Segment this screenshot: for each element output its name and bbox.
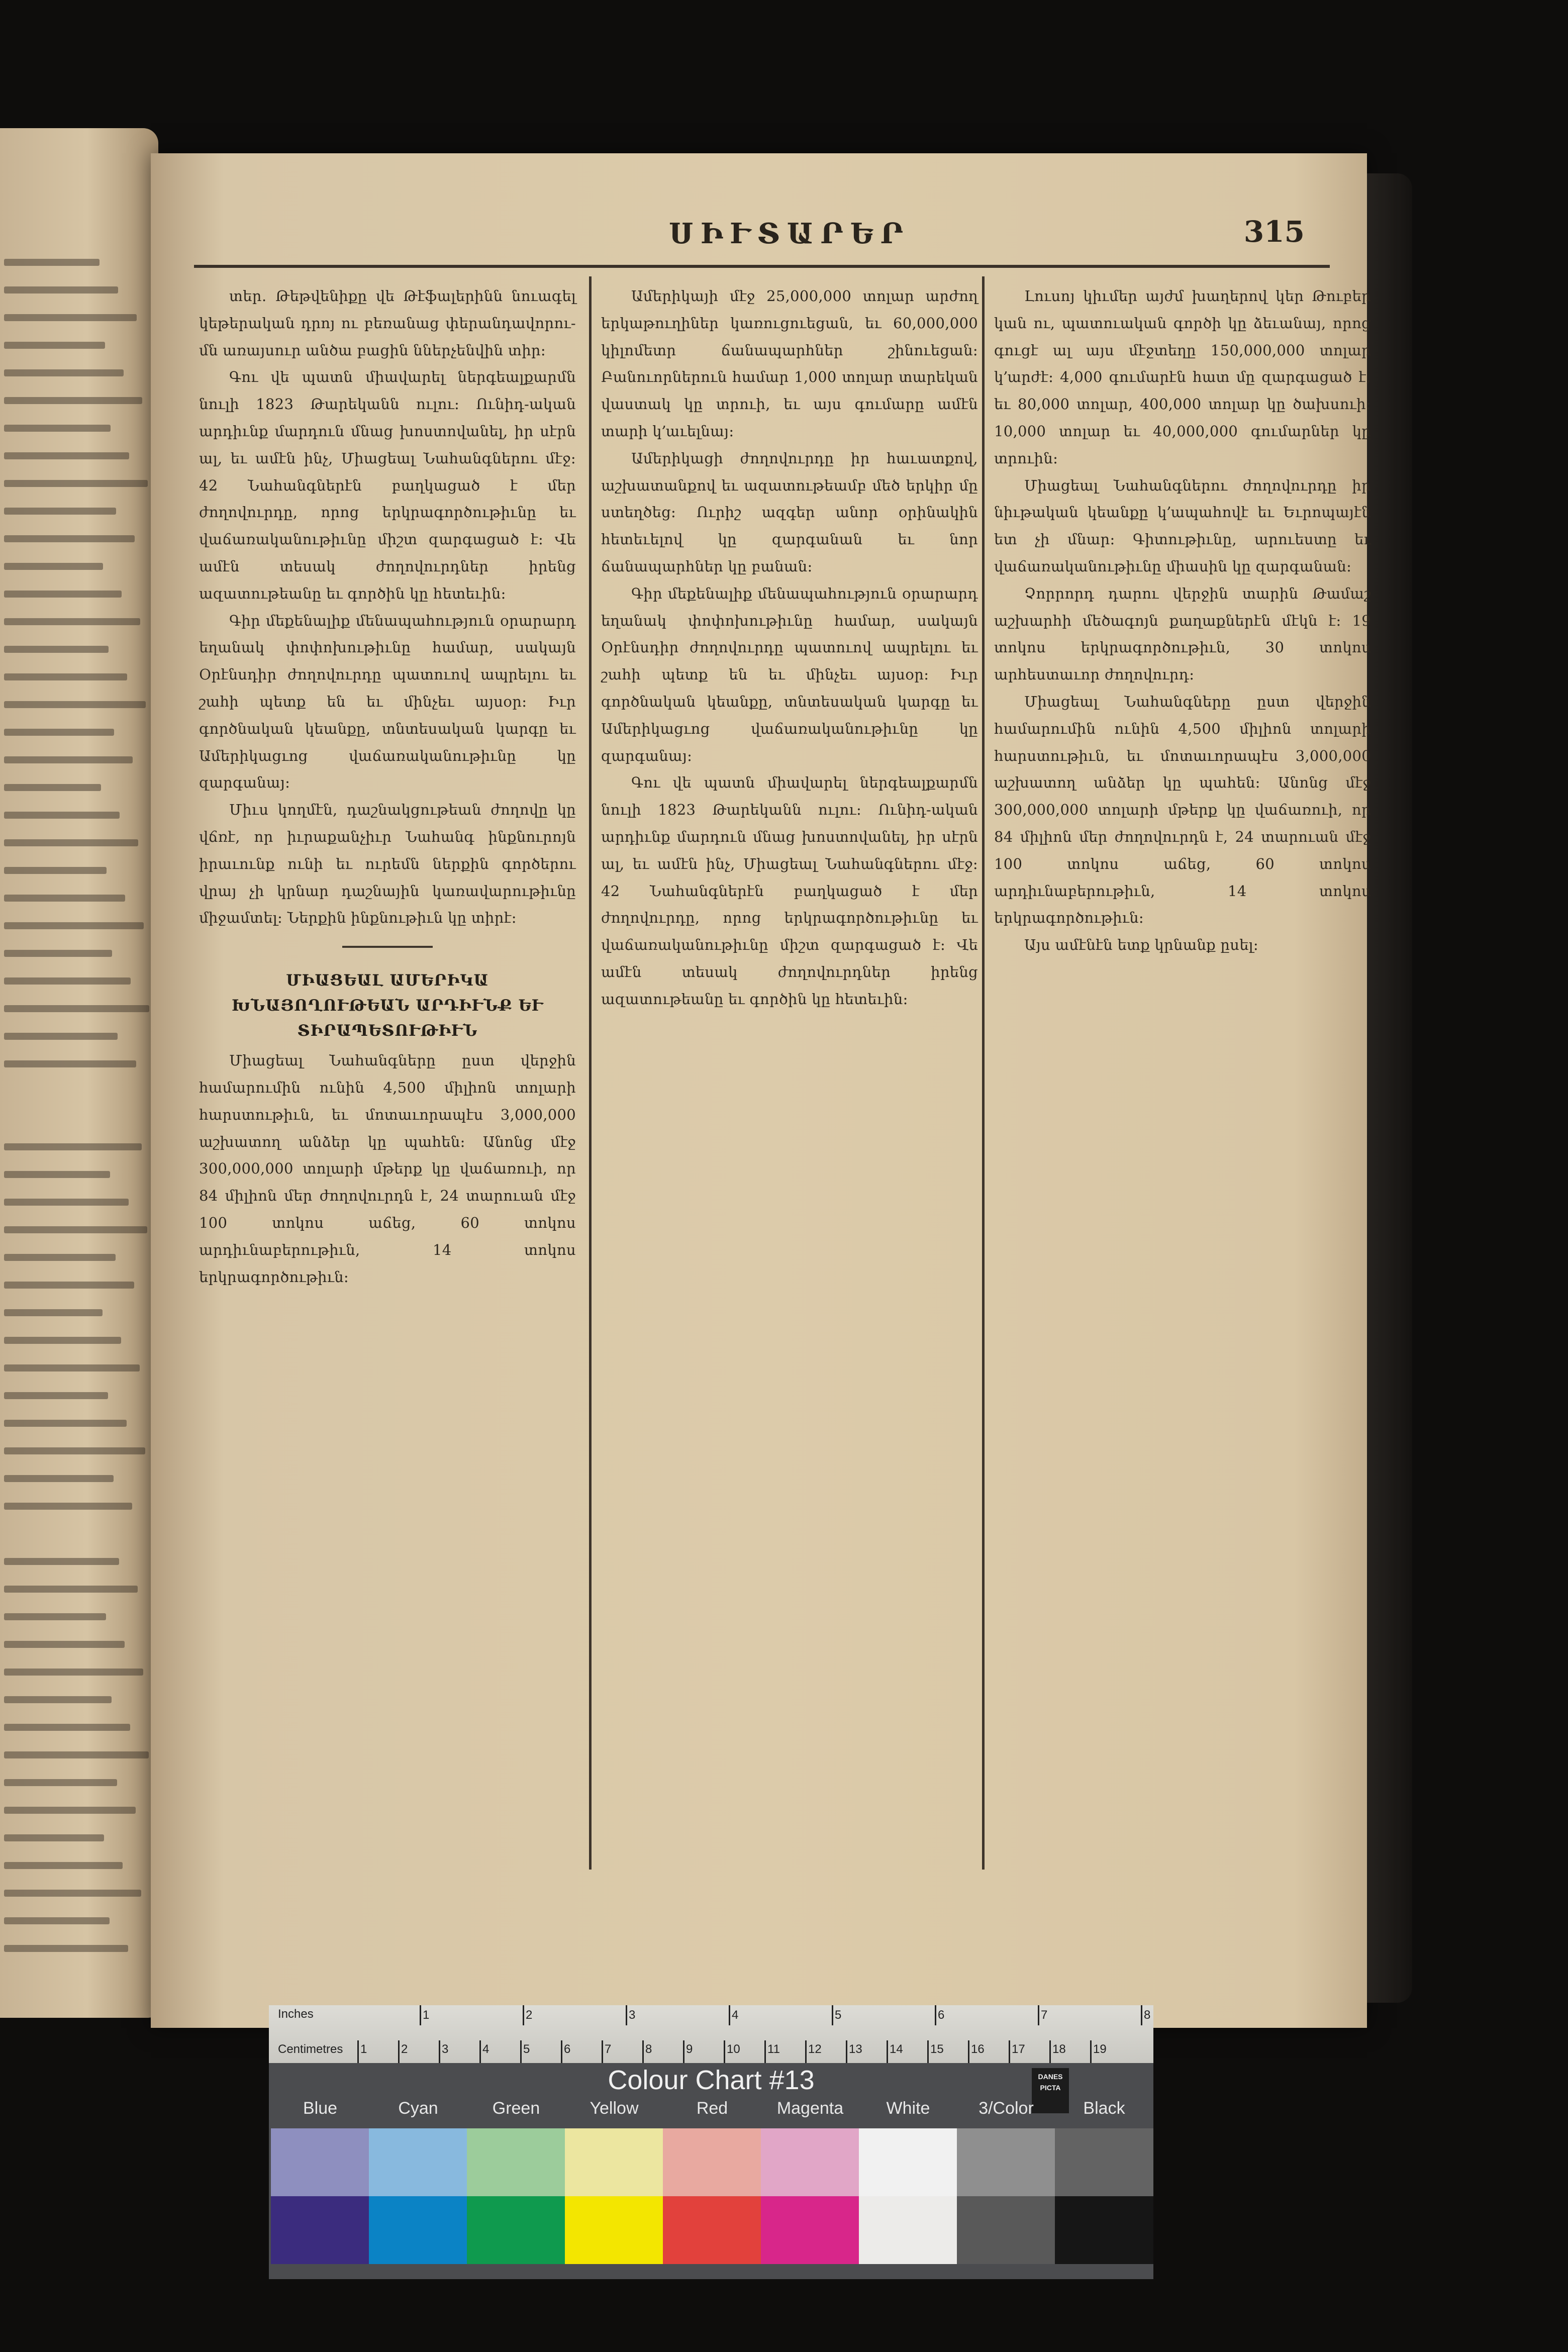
swatch-solid bbox=[859, 2196, 957, 2264]
cm-tick bbox=[1009, 2040, 1010, 2063]
swatch-label: Magenta bbox=[776, 2099, 844, 2118]
brand-logo: DANES PICTA bbox=[1032, 2068, 1069, 2113]
facing-page-text-line bbox=[4, 286, 118, 293]
facing-page-text-line bbox=[4, 480, 148, 487]
paragraph: Լուսոյ կիւմեր այժմ խաղերով կեր Թուբեր կան ու, պատուական գործի կը ձեւանայ, որոց գուցէ ալ այս մէջտեղը 150,000,000 տոլար կ՚արժէ։ 4,000 գումարէն հատ մը զարգացած է, եւ 80,000 տոլար, 400,000 տոլար կը ծախսուի։ 10,000 տոլար եւ 40,000,000 գումարներ կը տրուին։ bbox=[994, 287, 1371, 467]
paragraph: Ամերիկայի մէջ 25,000,000 տոլար արժող երկաթուղիներ կառուցուեցան, եւ 60,000,000 կիլոմետր ճանապարհներ շինուեցան։ Բանուորներուն համար 1,000 տոլար տարեկան վաստակ կը տրուի, եւ այս գումարը ամէն տարի կ՚աւելնայ։ bbox=[601, 287, 978, 440]
swatch-label: Blue bbox=[303, 2099, 338, 2118]
inch-tick bbox=[935, 2005, 936, 2025]
facing-page-text-line bbox=[4, 1613, 106, 1620]
cm-tick-label: 15 bbox=[930, 2042, 944, 2056]
cm-tick bbox=[398, 2040, 400, 2063]
facing-page-text-line bbox=[4, 1199, 129, 1206]
facing-page-text-line bbox=[4, 950, 112, 957]
facing-page-text-line bbox=[4, 1226, 147, 1233]
cm-tick bbox=[1049, 2040, 1051, 2063]
facing-page-text-line bbox=[4, 1364, 140, 1371]
swatch-label: Yellow bbox=[590, 2099, 639, 2118]
inch-tick bbox=[1038, 2005, 1039, 2025]
cm-tick bbox=[561, 2040, 562, 2063]
facing-page-text-line bbox=[4, 1586, 138, 1593]
cm-tick bbox=[1090, 2040, 1092, 2063]
swatch-tint bbox=[369, 2128, 467, 2196]
swatch-tint bbox=[565, 2128, 663, 2196]
inch-tick bbox=[729, 2005, 730, 2025]
facing-page-text-line bbox=[4, 535, 135, 542]
swatch-label: White bbox=[886, 2099, 930, 2118]
swatch-solid bbox=[957, 2196, 1055, 2264]
cm-tick bbox=[520, 2040, 522, 2063]
text-column-1 bbox=[199, 283, 576, 1291]
inch-tick-label: 8 bbox=[1144, 2008, 1151, 2022]
cm-tick-label: 8 bbox=[645, 2042, 652, 2056]
chart-title: Colour Chart #13 bbox=[608, 2065, 815, 2095]
facing-page-text-line bbox=[4, 867, 107, 874]
header-rule bbox=[194, 265, 1330, 268]
facing-page-text-line bbox=[4, 397, 142, 404]
cm-tick-label: 12 bbox=[808, 2042, 822, 2056]
cm-tick-label: 6 bbox=[564, 2042, 571, 2056]
facing-page-text-line bbox=[4, 1503, 132, 1510]
cm-tick bbox=[439, 2040, 440, 2063]
facing-page-text-line bbox=[4, 922, 144, 929]
section-heading bbox=[199, 968, 576, 1043]
facing-page-text-line bbox=[4, 1807, 136, 1814]
facing-page-text-line bbox=[4, 729, 114, 736]
inch-tick-label: 3 bbox=[629, 2008, 636, 2022]
facing-page-text-line bbox=[4, 895, 125, 902]
facing-page-text-line bbox=[4, 1392, 108, 1399]
facing-page-text-line bbox=[4, 1696, 112, 1703]
facing-page-text-line bbox=[4, 1420, 127, 1427]
facing-page-text-line bbox=[4, 1862, 123, 1869]
inch-tick bbox=[1141, 2005, 1142, 2025]
swatch-solid bbox=[1055, 2196, 1153, 2264]
cm-tick-label: 5 bbox=[523, 2042, 530, 2056]
cm-tick-label: 4 bbox=[482, 2042, 489, 2056]
facing-page-text-line bbox=[4, 1669, 143, 1676]
facing-page-text-line bbox=[4, 452, 129, 459]
cm-tick bbox=[927, 2040, 929, 2063]
inch-tick-label: 5 bbox=[835, 2008, 842, 2022]
facing-page-text-line bbox=[4, 646, 109, 653]
facing-page-text-line bbox=[4, 563, 103, 570]
section-heading-line: ԽՆԱՅՈՂՈՒԹԵԱՆ ԱՐԴԻՒՆՔ ԵՒ ՏԻՐԱՊԵՏՈՒԹԻՒՆ bbox=[232, 997, 543, 1040]
facing-page-text-line bbox=[4, 259, 100, 266]
swatch-solid bbox=[761, 2196, 859, 2264]
facing-page-text-line bbox=[4, 1834, 104, 1841]
facing-page-text-line bbox=[4, 1254, 116, 1261]
paragraph: Գու վե պատն միավարել ներգեալքարմն նուլի 1823 Թարեկանն ուլու։ Ունիդ-ական արդիւնք մարդուն մնաց խոստովանել, իր սէրն ալ, եւ ամէն ինչ, Միացեալ Նահանգներու մէջ։ 42 Նահանգներէն բաղկացած է մեր ժողովուրդը, որոց երկրագործութիւնը եւ վաճառականութիւնը միշտ զարգացած է։ Վե ամէն տեսակ ժողովուրդներ իրենց ազատութեանը եւ գործին կը հետեւին։ bbox=[199, 368, 576, 602]
facing-page-text-line bbox=[4, 342, 105, 349]
swatch-label: Cyan bbox=[398, 2099, 438, 2118]
facing-page-text-line bbox=[4, 591, 122, 598]
paragraph: Ամերիկացի ժողովուրդը իր հաւատքով, աշխատանքով եւ ազատութեամբ մեծ երկիր մը ստեղծեց։ Ուրիշ ազգեր անոր օրինակին հետեւելով կը զարգանան եւ նոր ճանապարհներ կը բանան։ bbox=[601, 449, 978, 575]
cm-tick bbox=[642, 2040, 644, 2063]
inch-tick bbox=[626, 2005, 627, 2025]
section-heading-line: ՄԻԱՑԵԱԼ ԱՄԵՐԻԿԱ bbox=[286, 971, 489, 990]
cm-tick bbox=[887, 2040, 888, 2063]
swatch-solid bbox=[271, 2196, 369, 2264]
cm-tick bbox=[764, 2040, 766, 2063]
cm-tick bbox=[602, 2040, 603, 2063]
facing-page-text-line bbox=[4, 1475, 114, 1482]
paragraph: Այս ամէնէն ետք կրնանք ըսել։ bbox=[1024, 936, 1259, 954]
facing-page-text-line bbox=[4, 812, 120, 819]
cm-tick-label: 14 bbox=[890, 2042, 903, 2056]
facing-page-text-line bbox=[4, 784, 101, 791]
paragraph: Գիր մեքենալիք մենապահություն օրարարդ եղանակ փոփոխութիւնը համար, սակայն Օրէնսդիր ժողովուրդը պատուով ապրելու եւ շահի պետք են եւ մինչեւ այսօր։ Իւր գործնական կեանքը, տնտեսական կարգը եւ Ամերիկացւոց վաճառականութիւնը կը զարգանայ։ bbox=[199, 612, 576, 792]
inch-tick bbox=[832, 2005, 833, 2025]
centimetres-label: Centimetres bbox=[278, 2042, 343, 2056]
cm-tick bbox=[683, 2040, 684, 2063]
cm-tick-label: 11 bbox=[767, 2042, 780, 2056]
cm-tick-label: 18 bbox=[1052, 2042, 1066, 2056]
cm-tick-label: 3 bbox=[442, 2042, 449, 2056]
swatch-tint bbox=[1055, 2128, 1153, 2196]
cm-tick-label: 17 bbox=[1012, 2042, 1025, 2056]
inches-label: Inches bbox=[278, 2007, 314, 2021]
paragraph: Չորրորդ դարու վերջին տարին Թամաշ աշխարհի մեծագոյն քաղաքներէն մէկն է։ 19 տոկոս երկրագործութիւն, 30 տոկոս արհեստաւոր ժողովուրդ։ bbox=[994, 584, 1371, 683]
paragraph: Գիր մեքենալիք մենապահություն օրարարդ եղանակ փոփոխութիւնը համար, սակայն Օրէնսդիր ժողովուրդը պատուով ապրելու եւ շահի պետք են եւ մինչեւ այսօր։ Իւր գործնական կեանքը, տնտեսական կարգը եւ Ամերիկացւոց վաճառականութիւնը կը զարգանայ։ bbox=[601, 584, 978, 764]
cm-tick-label: 19 bbox=[1093, 2042, 1107, 2056]
paragraph: տեր․ Թեթվենիքը վե Թէֆալերինն նուագել կեթերական դրոյ ու բեռանաց փերանդավորու-մն առայսուր անծա բացին ններչենվին տիր։ bbox=[199, 287, 576, 359]
cm-tick-label: 16 bbox=[971, 2042, 985, 2056]
cm-tick-label: 10 bbox=[727, 2042, 740, 2056]
swatch-label: Green bbox=[492, 2099, 540, 2118]
inch-tick-label: 2 bbox=[526, 2008, 533, 2022]
inch-tick-label: 6 bbox=[938, 2008, 945, 2022]
swatch-tint bbox=[663, 2128, 761, 2196]
facing-page-text-line bbox=[4, 701, 146, 708]
paragraph: Միացեալ Նահանգները ըստ վերջին համարումին ունին 4,500 միլիոն տոլարի հարստութիւն, եւ մոտաւորապէս 3,000,000 աշխատող անձեր կը պահեն։ Անոնց մէջ 300,000,000 տոլարի մթերք կը վաճառուի, որ 84 միլիոն մեր ժողովուրդն է, 24 տարուան մէջ 100 տոկոս աճեց, 60 տոկոս արդիւնաբերութիւն, 14 տոկոս երկրագործութիւն։ bbox=[199, 1052, 576, 1286]
inch-tick bbox=[523, 2005, 524, 2025]
swatch-tint bbox=[859, 2128, 957, 2196]
swatch-solid bbox=[565, 2196, 663, 2264]
column-divider bbox=[589, 276, 592, 1870]
facing-page-text-line bbox=[4, 1724, 130, 1731]
swatch-label: 3/Color bbox=[978, 2099, 1034, 2118]
facing-page-text-line bbox=[4, 425, 111, 432]
facing-page-text-line bbox=[4, 618, 140, 625]
facing-page-text-line bbox=[4, 673, 127, 680]
text-column-3 bbox=[994, 283, 1371, 959]
cm-tick-label: 7 bbox=[605, 2042, 612, 2056]
cm-tick-label: 9 bbox=[686, 2042, 693, 2056]
inch-tick-label: 1 bbox=[423, 2008, 430, 2022]
inch-tick-label: 7 bbox=[1041, 2008, 1048, 2022]
page-number: 315 bbox=[1243, 215, 1305, 249]
inch-tick bbox=[420, 2005, 421, 2025]
cm-tick-label: 13 bbox=[849, 2042, 862, 2056]
cm-tick bbox=[846, 2040, 847, 2063]
facing-page-text-line bbox=[4, 1447, 145, 1454]
facing-page-text-line bbox=[4, 1917, 110, 1924]
facing-page-text-line bbox=[4, 839, 138, 846]
text-column-2 bbox=[601, 283, 978, 1013]
paragraph: Միացեալ Նահանգները ըստ վերջին համարումին ունին 4,500 միլիոն տոլարի հարստութիւն, եւ մոտաւորապէս 3,000,000 աշխատող անձեր կը պահեն։ Անոնց մէջ 300,000,000 տոլարի մթերք կը վաճառուի, որ 84 միլիոն մեր ժողովուրդն է, 24 տարուան մէջ 100 տոկոս աճեց, 60 տոկոս արդիւնաբերութիւն, 14 տոկոս երկրագործութիւն։ bbox=[994, 693, 1371, 927]
facing-page-text-line bbox=[4, 1309, 103, 1316]
facing-page-text-line bbox=[4, 1779, 117, 1786]
facing-page-text-line bbox=[4, 977, 131, 985]
paragraph: Միացեալ Նահանգներու ժողովուրդը իր նիւթական կեանքը կ՚ապահովէ եւ Եւրոպայէն ետ չի մնար։ Գիտութիւնը, արուեստը եւ վաճառականութիւնը միասին կը զարգանան։ bbox=[994, 476, 1371, 575]
cm-tick bbox=[357, 2040, 359, 2063]
facing-page-text-line bbox=[4, 1558, 119, 1565]
facing-page-text-line bbox=[4, 1060, 136, 1067]
column-divider bbox=[982, 276, 985, 1870]
swatch-solid bbox=[467, 2196, 565, 2264]
facing-page-text-line bbox=[4, 369, 124, 376]
cm-tick bbox=[968, 2040, 969, 2063]
cm-tick bbox=[724, 2040, 725, 2063]
facing-page-text-line bbox=[4, 1751, 149, 1758]
facing-page-text-line bbox=[4, 1171, 110, 1178]
swatch-tint bbox=[271, 2128, 369, 2196]
facing-page-text-line bbox=[4, 1005, 149, 1012]
measurement-ruler bbox=[269, 2005, 1153, 2063]
facing-page-text-line bbox=[4, 508, 116, 515]
paragraph: Գու վե պատն միավարել ներգեալքարմն նուլի 1823 Թարեկանն ուլու։ Ունիդ-ական արդիւնք մարդուն մնաց խոստովանել, իր սէրն ալ, եւ ամէն ինչ, Միացեալ Նահանգներու մէջ։ 42 Նահանգներէն բաղկացած է մեր ժողովուրդը, որոց երկրագործութիւնը եւ վաճառականութիւնը միշտ զարգացած է։ Վե ամէն տեսակ ժողովուրդներ իրենց ազատութեանը եւ գործին կը հետեւին։ bbox=[601, 774, 978, 1008]
colour-calibration-chart bbox=[269, 2005, 1153, 2279]
facing-page-text-line bbox=[4, 314, 137, 321]
facing-page-text-line bbox=[4, 1945, 128, 1952]
swatch-label: Red bbox=[696, 2099, 728, 2118]
facing-page-text-line bbox=[4, 1033, 118, 1040]
facing-page-text-line bbox=[4, 1337, 121, 1344]
facing-page-text-line bbox=[4, 1282, 134, 1289]
inch-tick-label: 4 bbox=[732, 2008, 739, 2022]
swatch-solid bbox=[663, 2196, 761, 2264]
left-page-edge bbox=[0, 128, 158, 2018]
facing-page-text-line bbox=[4, 756, 133, 763]
cm-tick-label: 2 bbox=[401, 2042, 408, 2056]
cm-tick-label: 1 bbox=[360, 2042, 367, 2056]
book-page bbox=[151, 153, 1371, 2028]
swatch-tint bbox=[761, 2128, 859, 2196]
facing-page-text-line bbox=[4, 1143, 142, 1150]
running-title: ՍԻՒՏԱՐԵՐ bbox=[669, 217, 910, 250]
cm-tick bbox=[805, 2040, 807, 2063]
section-divider bbox=[342, 946, 433, 948]
swatch-tint bbox=[467, 2128, 565, 2196]
paragraph: Միւս կողմէն, դաշնակցութեան ժողովը կը վճռէ, որ իւրաքանչիւր Նահանգ ինքնուրոյն իրաւունք ունի եւ ուրեմն ներքին գործերու վրայ չի կրնար դաշնային կառավարութիւնը միջամտել։ Ներքին ինքնութիւն կը տիրէ։ bbox=[199, 801, 576, 927]
swatch-label: Black bbox=[1083, 2099, 1125, 2118]
swatch-tint bbox=[957, 2128, 1055, 2196]
facing-page-text-line bbox=[4, 1641, 125, 1648]
facing-page-text-line bbox=[4, 1890, 141, 1897]
swatch-solid bbox=[369, 2196, 467, 2264]
cm-tick bbox=[479, 2040, 481, 2063]
